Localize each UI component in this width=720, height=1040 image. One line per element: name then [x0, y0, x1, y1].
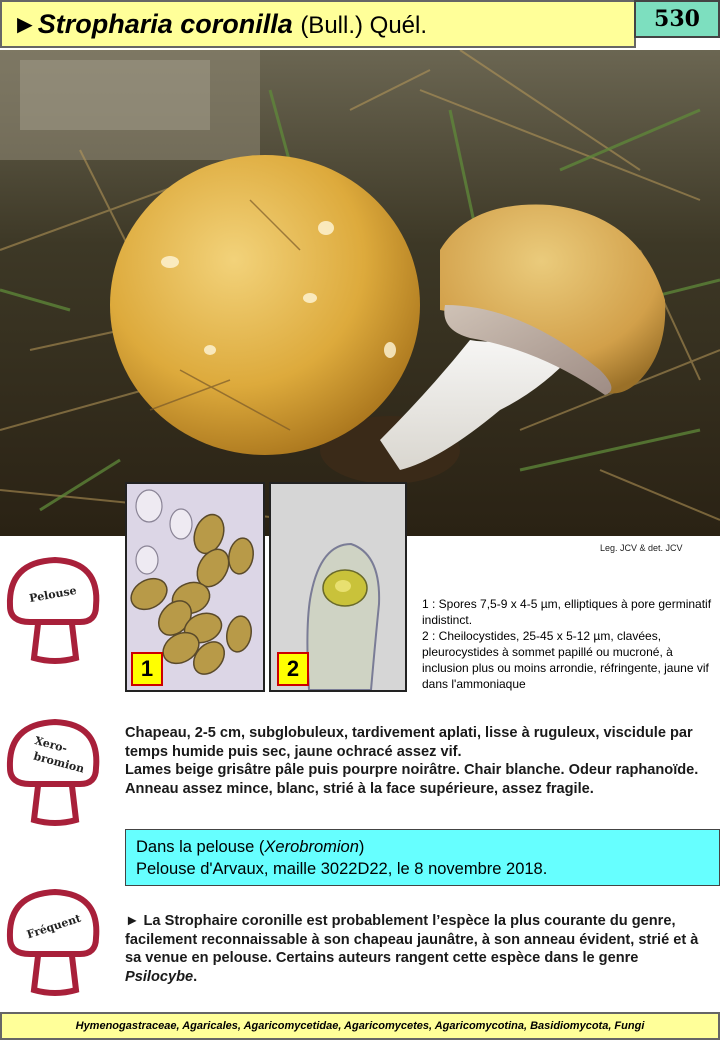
habitat-box — [125, 829, 720, 886]
stamp-label-xero: Xero- — [33, 734, 69, 756]
comment-end: . — [193, 968, 198, 985]
caption-spores: 1 : Spores 7,5-9 x 4-5 µm, elliptiques à pore germinatif indistinct. — [422, 597, 712, 627]
stamp-label-bromion: bromion — [32, 749, 86, 776]
caption-cystidia: 2 : Cheilocystides, 25-45 x 5-12 µm, clavées, pleurocystides à sommet papillé ou mucroné, à inclusion plus ou moins arrondie, réfringente, jaune vif dans l'ammoniaque — [422, 629, 709, 691]
page-number: 530 — [634, 0, 720, 38]
spores-micrograph — [125, 482, 265, 692]
habitat-alliance: Xerobromion — [264, 838, 359, 856]
page-title — [12, 8, 427, 42]
stamp-label-pelouse: Pelouse — [28, 583, 78, 606]
description-gills: Lames beige grisâtre pâle puis pourpre noirâtre. Chair blanche. Odeur raphanoïde. Anneau assez mince, blanc, strié à la face supérieure, assez fragile. — [125, 762, 699, 797]
description-cap: Chapeau, 2-5 cm, subglobuleux, tardivement aplati, lisse à ruguleux, viscidule par temps humide puis sec, jaune ochracé assez vif. — [125, 725, 693, 760]
stamp-mushroom-icon — [0, 712, 110, 842]
habitat-stamp — [0, 550, 110, 680]
micro-badge-2: 2 — [277, 652, 309, 686]
cystidia-micrograph — [269, 482, 407, 692]
species-name: Stropharia coronilla — [37, 9, 293, 39]
comment — [125, 912, 710, 986]
habitat-line-1 — [136, 836, 719, 858]
habitat-suffix: ) — [358, 838, 365, 856]
frequency-stamp — [0, 882, 110, 1012]
mushroom-photo — [0, 50, 720, 536]
ecology-stamp — [0, 712, 110, 842]
credits: Leg. JCV & det. JCV — [600, 543, 683, 553]
title-arrow: ► — [12, 9, 38, 39]
description — [125, 724, 710, 798]
micro-badge-1: 1 — [131, 652, 163, 686]
comment-genus: Psilocybe — [125, 968, 194, 985]
habitat-prefix: Dans la pelouse ( — [136, 838, 265, 856]
habitat-line-2: Pelouse d'Arvaux, maille 3022D22, le 8 novembre 2018. — [136, 860, 548, 878]
stamp-label-frequent: Fréquent — [25, 911, 83, 942]
stamp-mushroom-icon — [0, 882, 110, 1012]
stamp-mushroom-icon — [0, 550, 110, 680]
comment-text: ► La Strophaire coronille est probablement l’espèce la plus courante du genre, facilement reconnaissable à son chapeau jaunâtre, à son anneau évident, strié et à sa venue en pelouse. Certains auteurs rangent cette espèce dans le genre — [125, 913, 699, 966]
micro-caption — [422, 596, 720, 692]
mushroom-photo-illustration — [0, 50, 720, 536]
taxonomy-footer: Hymenogastraceae, Agaricales, Agaricomycetidae, Agaricomycetes, Agaricomycotina, Basidiomycota, Fungi — [0, 1012, 720, 1040]
species-author: (Bull.) Quél. — [300, 12, 428, 39]
